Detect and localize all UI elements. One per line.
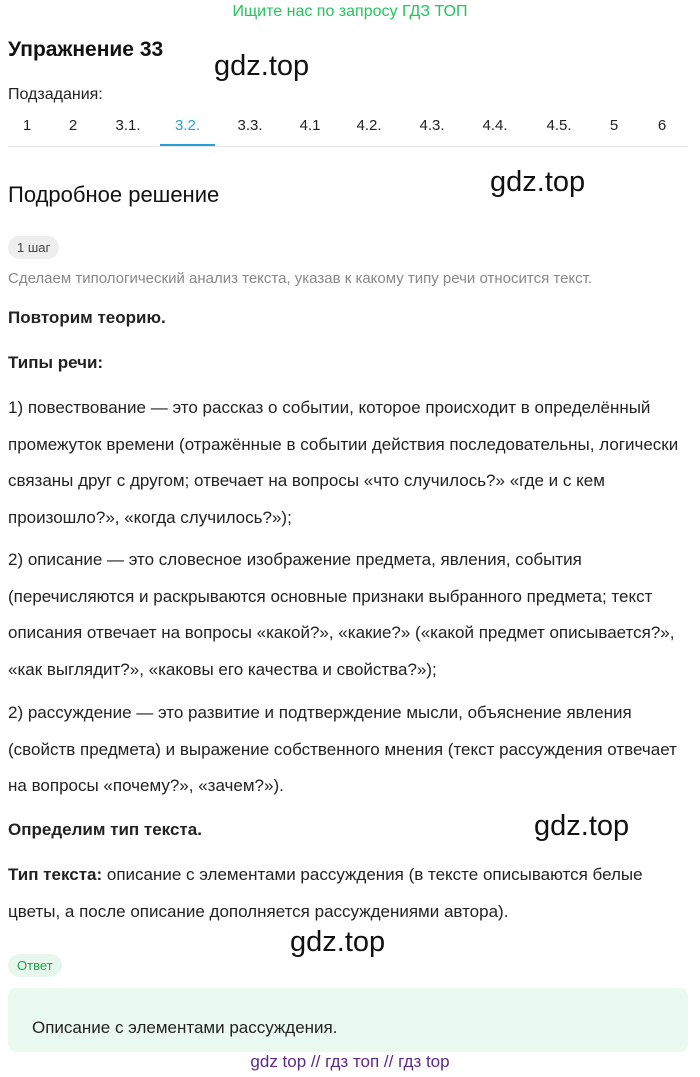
watermark: gdz.top	[490, 166, 586, 198]
solution-heading: Подробное решение	[8, 182, 220, 207]
answer-badge: Ответ	[8, 954, 62, 977]
step-badge: 1 шаг	[8, 236, 59, 259]
tab-3-1[interactable]: 3.1.	[115, 117, 141, 134]
text-type: Тип текста: описание с элементами рассуждения (в тексте описываются белые цветы, а после описание дополняется рассуждениями автора).	[8, 865, 643, 921]
subtasks-label: Подзадания:	[8, 86, 103, 103]
type-narration: 1) повествование — это рассказ о событии, которое происходит в определённый промежуток времени (отражённые в событии действия последовательны, логически связаны друг с другом; отвечает на вопросы «что случилось?» «где и с кем произошло?», «когда случилось?»);	[8, 398, 679, 527]
page-title: Упражнение 33	[8, 38, 164, 61]
watermark: gdz.top	[534, 810, 630, 842]
tab-6[interactable]: 6	[657, 117, 667, 134]
tab-4-5[interactable]: 4.5.	[546, 117, 572, 134]
tab-4-3[interactable]: 4.3.	[419, 117, 445, 134]
tab-3-3[interactable]: 3.3.	[237, 117, 263, 134]
type-reasoning: 2) рассуждение — это развитие и подтверждение мысли, объяснение явления (свойств предмета) и выражение собственного мнения (текст рассуждения отвечает на вопросы «почему?», «зачем?»).	[8, 703, 677, 795]
step-intro: Сделаем типологический анализ текста, указав к какому типу речи относится текст.	[8, 270, 593, 287]
theory-heading: Повторим теорию.	[8, 308, 166, 327]
tab-4-4[interactable]: 4.4.	[482, 117, 508, 134]
watermark: gdz.top	[290, 926, 386, 958]
types-heading: Типы речи:	[8, 353, 104, 372]
tab-3-2[interactable]: 3.2.	[160, 108, 215, 146]
promo-banner[interactable]: Ищите нас по запросу ГДЗ ТОП	[232, 3, 468, 20]
tab-4-2[interactable]: 4.2.	[356, 117, 382, 134]
tab-2[interactable]: 2	[68, 117, 78, 134]
subtask-tabs	[8, 108, 688, 147]
tab-4-1[interactable]: 4.1	[299, 117, 321, 134]
define-heading: Определим тип текста.	[8, 820, 202, 839]
type-description: 2) описание — это словесное изображение предмета, явления, события (перечисляются и раскрываются основные признаки выбранного предмета; текст описания отвечает на вопросы «какой?», «какие?» («какой предмет описывается?», «как выглядит?», «каковы его качества и свойства?»);	[8, 550, 675, 679]
tab-1[interactable]: 1	[22, 117, 32, 134]
footer-links[interactable]: gdz top // гдз топ // гдз top	[250, 1052, 450, 1071]
watermark: gdz.top	[214, 50, 310, 82]
answer-text: Описание с элементами рассуждения.	[32, 1018, 338, 1037]
tab-5[interactable]: 5	[609, 117, 619, 134]
answer-box	[8, 988, 688, 1052]
